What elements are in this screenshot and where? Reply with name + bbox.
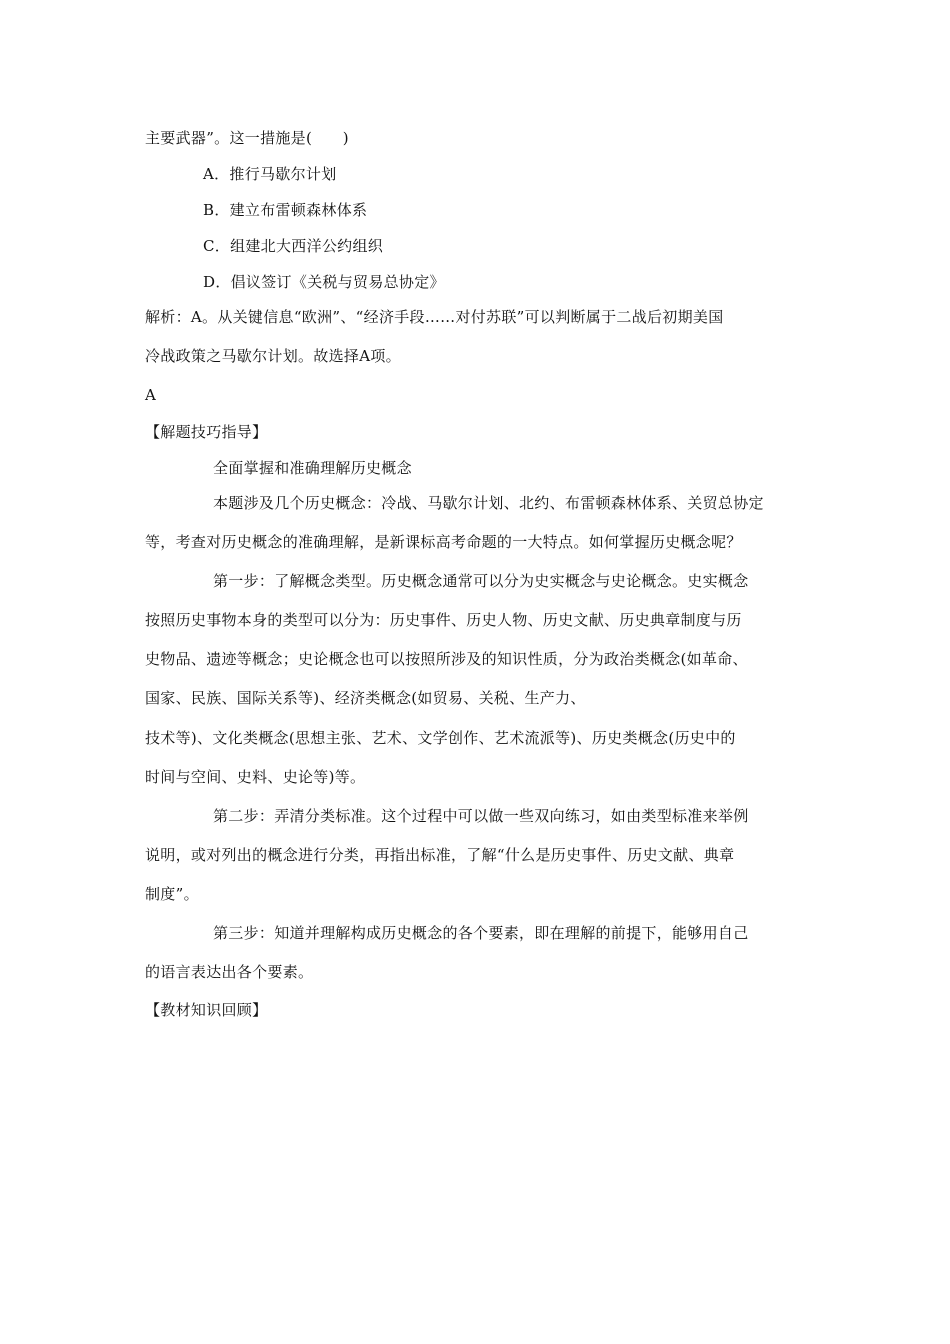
paragraph-2-line-4: 国家、民族、国际关系等)、经济类概念(如贸易、关税、生产力、	[145, 689, 586, 707]
paragraph-1-line-2: 等，考查对历史概念的准确理解，是新课标高考命题的一大特点。如何掌握历史概念呢？	[145, 533, 742, 551]
option-a: A．推行马歇尔计划	[203, 165, 337, 183]
analysis-line-2: 冷战政策之马歇尔计划。故选择A项。	[145, 347, 401, 365]
paragraph-1-line-1: 本题涉及几个历史概念：冷战、马歇尔计划、北约、布雷顿森林体系、关贸总协定	[213, 494, 764, 512]
analysis-line-1: 解析：A。从关键信息“欧洲”、“经济手段……对付苏联”可以判断属于二战后初期美国	[145, 308, 724, 326]
answer: A	[145, 386, 157, 404]
paragraph-3-line-2: 说明，或对列出的概念进行分类，再指出标准，了解“什么是历史事件、历史文献、典章	[145, 846, 735, 864]
paragraph-3-line-1: 第二步：弄清分类标准。这个过程中可以做一些双向练习，如由类型标准来举例	[213, 807, 749, 825]
tips-subheading: 全面掌握和准确理解历史概念	[213, 459, 412, 477]
review-heading: 【教材知识回顾】	[145, 1001, 268, 1019]
tips-heading: 【解题技巧指导】	[145, 423, 268, 441]
paragraph-4-line-2: 的语言表达出各个要素。	[145, 963, 314, 981]
paragraph-2-line-2: 按照历史事物本身的类型可以分为：历史事件、历史人物、历史文献、历史典章制度与历	[145, 611, 742, 629]
paragraph-2-line-5: 技术等)、文化类概念(思想主张、艺术、文学创作、艺术流派等)、历史类概念(历史中的	[145, 729, 736, 747]
paragraph-4-line-1: 第三步：知道并理解构成历史概念的各个要素，即在理解的前提下，能够用自己	[213, 924, 749, 942]
paragraph-2-line-1: 第一步：了解概念类型。历史概念通常可以分为史实概念与史论概念。史实概念	[213, 572, 749, 590]
paragraph-3-line-3: 制度”。	[145, 885, 199, 903]
option-b: B．建立布雷顿森林体系	[203, 201, 368, 219]
paragraph-2-line-6: 时间与空间、史料、史论等)等。	[145, 768, 366, 786]
paragraph-2-line-3: 史物品、遗迹等概念；史论概念也可以按照所涉及的知识性质，分为政治类概念(如革命、	[145, 650, 748, 668]
option-c: C．组建北大西洋公约组织	[203, 237, 384, 255]
option-d: D．倡议签订《关税与贸易总协定》	[203, 273, 445, 291]
question-stem-end: 主要武器”。这一措施是( )	[145, 129, 349, 147]
